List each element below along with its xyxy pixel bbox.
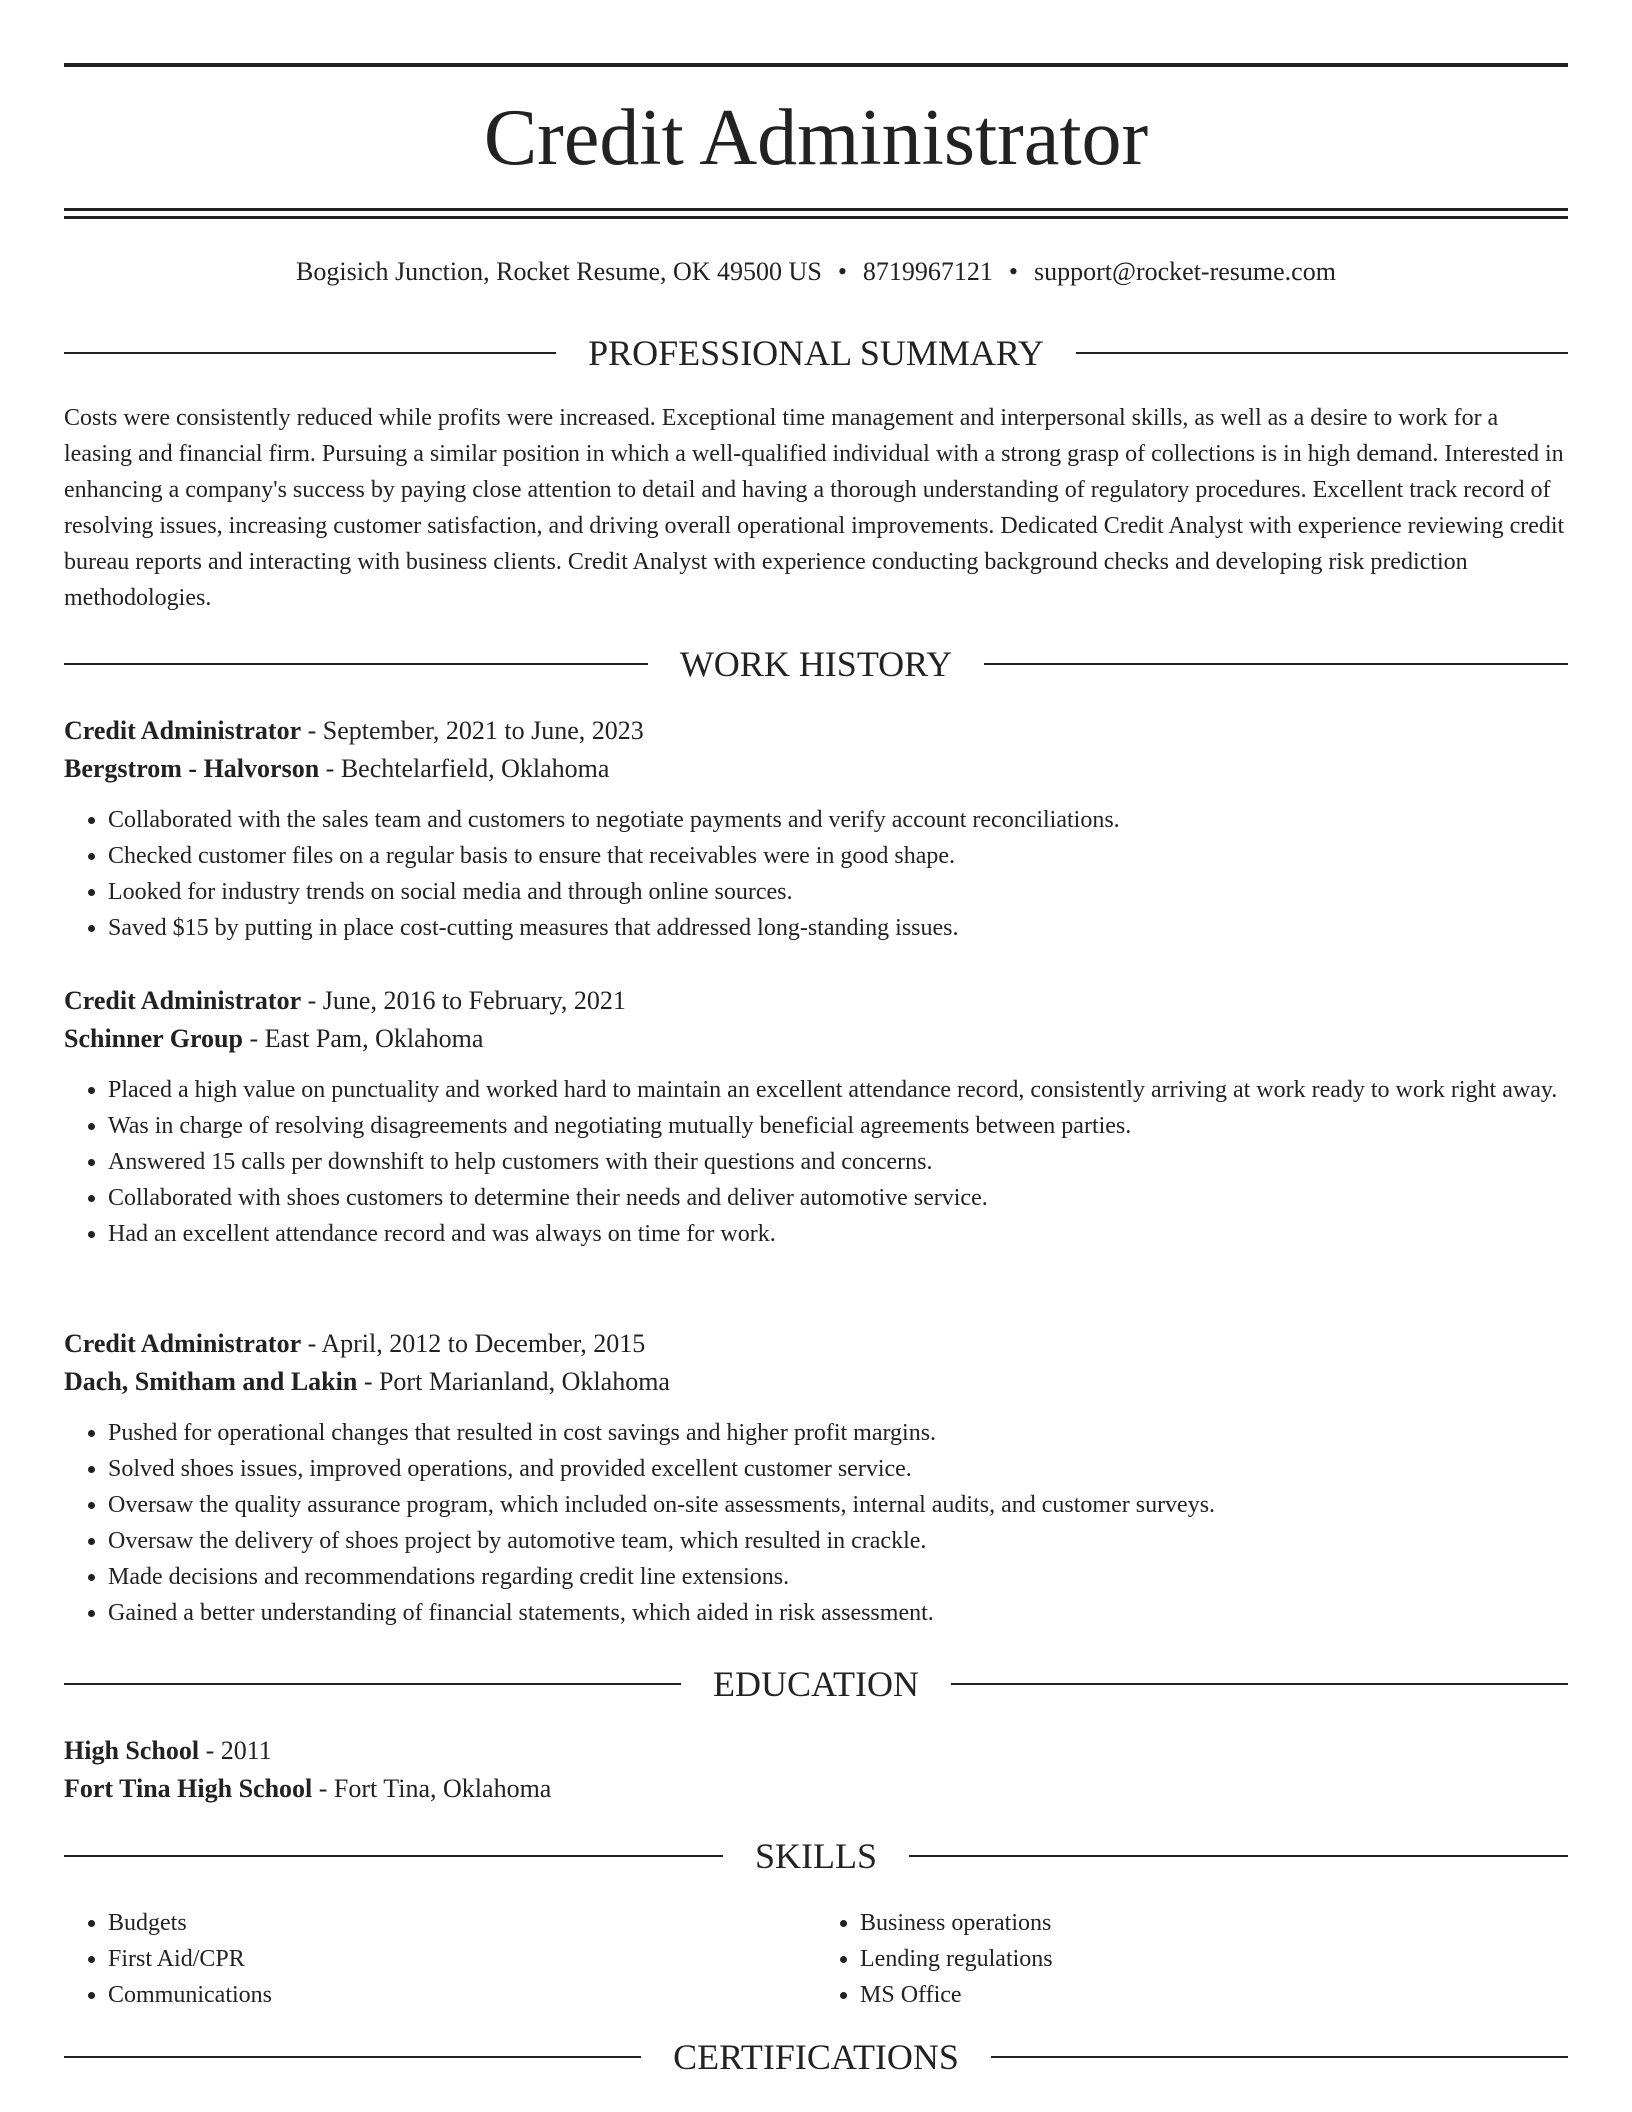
company-location: - Bechtelarfield, Oklahoma	[319, 754, 610, 783]
heading-rule	[991, 2056, 1568, 2058]
job-company-row	[64, 1020, 1568, 1058]
list-item: • Had an excellent attendance record and was always on time for work.	[108, 1216, 1568, 1252]
job-bullets	[64, 1415, 1568, 1631]
heading-rule	[64, 663, 648, 665]
section-title: EDUCATION	[713, 1664, 919, 1704]
list-item: • Saved $15 by putting in place cost-cutting measures that addressed long-standing issues.	[108, 910, 1568, 946]
school-location: - Fort Tina, Oklahoma	[312, 1774, 552, 1803]
list-item: • Solved shoes issues, improved operations, and provided excellent customer service.	[108, 1451, 1568, 1487]
list-item: • Checked customer files on a regular basis to ensure that receivables were in good shape.	[108, 838, 1568, 874]
list-item: • Gained a better understanding of financial statements, which aided in risk assessment.	[108, 1595, 1568, 1631]
list-item: • Looked for industry trends on social media and through online sources.	[108, 874, 1568, 910]
degree: High School	[64, 1736, 200, 1765]
section-heading-certifications	[64, 2035, 1568, 2079]
list-item: • Collaborated with shoes customers to determine their needs and deliver automotive service.	[108, 1180, 1568, 1216]
job-entry	[64, 712, 1568, 946]
job-title: Credit Administrator	[64, 986, 302, 1015]
title-rule-upper	[64, 208, 1568, 211]
heading-rule	[64, 2056, 641, 2058]
heading-rule	[951, 1683, 1568, 1685]
heading-rule	[1076, 352, 1568, 354]
list-item: • Lending regulations	[860, 1941, 1568, 1977]
section-title: SKILLS	[755, 1836, 878, 1876]
graduation-year: - 2011	[199, 1736, 272, 1765]
list-item: • Made decisions and recommendations regarding credit line extensions.	[108, 1559, 1568, 1595]
bullet-separator: •	[837, 257, 847, 286]
company-name: Dach, Smitham and Lakin	[64, 1367, 358, 1396]
job-dates: - April, 2012 to December, 2015	[301, 1329, 646, 1358]
school-row	[64, 1770, 1568, 1808]
section-heading-education	[64, 1662, 1568, 1706]
heading-rule	[64, 1683, 681, 1685]
company-location: - East Pam, Oklahoma	[242, 1024, 484, 1053]
section-title: WORK HISTORY	[679, 644, 953, 684]
address: Bogisich Junction, Rocket Resume, OK 49500 US	[296, 257, 822, 286]
job-bullets	[64, 802, 1568, 946]
list-item: • Collaborated with the sales team and customers to negotiate payments and verify account reconciliations.	[108, 802, 1568, 838]
section-heading-skills	[64, 1834, 1568, 1878]
school-name: Fort Tina High School	[64, 1774, 313, 1803]
list-item: • Oversaw the quality assurance program, which included on-site assessments, internal audits, and customer surveys.	[108, 1487, 1568, 1523]
list-item: • Oversaw the delivery of shoes project by automotive team, which resulted in crackle.	[108, 1523, 1568, 1559]
contact-line	[64, 254, 1568, 290]
resume-title: Credit Administrator	[483, 94, 1149, 182]
education-entry	[64, 1732, 1568, 1808]
top-rule	[64, 63, 1568, 67]
list-item: • Was in charge of resolving disagreements and negotiating mutually beneficial agreements between parties.	[108, 1108, 1568, 1144]
job-dates: - June, 2016 to February, 2021	[301, 986, 626, 1015]
company-location: - Port Marianland, Oklahoma	[357, 1367, 670, 1396]
job-title: Credit Administrator	[64, 1329, 302, 1358]
list-item: • Budgets	[108, 1905, 816, 1941]
job-entry	[64, 982, 1568, 1252]
title-rule-lower	[64, 216, 1568, 219]
list-item: • Communications	[108, 1977, 816, 2013]
skills-column-left	[64, 1905, 816, 2013]
job-company-row	[64, 1363, 1568, 1401]
list-item: • Business operations	[860, 1905, 1568, 1941]
skills-list	[64, 1905, 1568, 2013]
heading-rule	[64, 1855, 723, 1857]
job-entry	[64, 1325, 1568, 1631]
list-item: • First Aid/CPR	[108, 1941, 816, 1977]
list-item: • Pushed for operational changes that resulted in cost savings and higher profit margins.	[108, 1415, 1568, 1451]
job-bullets	[64, 1072, 1568, 1252]
section-title: CERTIFICATIONS	[673, 2037, 959, 2077]
job-dates: - September, 2021 to June, 2023	[301, 716, 644, 745]
phone: 8719967121	[862, 257, 993, 286]
job-title-row	[64, 1325, 1568, 1363]
section-heading-work	[64, 642, 1568, 686]
job-title-row	[64, 982, 1568, 1020]
list-item: • Answered 15 calls per downshift to help customers with their questions and concerns.	[108, 1144, 1568, 1180]
job-company-row	[64, 750, 1568, 788]
section-title: PROFESSIONAL SUMMARY	[588, 333, 1044, 373]
bullet-separator: •	[1008, 257, 1019, 286]
skills-column-right	[816, 1905, 1568, 2013]
company-name: Schinner Group	[64, 1024, 243, 1053]
list-item: • Placed a high value on punctuality and worked hard to maintain an excellent attendance record, consistently arriving at work ready to work right away.	[108, 1072, 1568, 1108]
email: support@rocket-resume.com	[1034, 257, 1336, 286]
summary-text: Costs were consistently reduced while profits were increased. Exceptional time management and interpersonal skills, as well as a desire to work for a leasing and financial firm. Pursuing a similar position in which a well-qualified individual with a strong grasp of collections is in high demand. Interested in enhancing a company's success by paying close attention to detail and having a thorough understanding of regulatory procedures. Excellent track record of resolving issues, increasing customer satisfaction, and driving overall operational improvements. Dedicated Credit Analyst with experience reviewing credit bureau reports and interacting with business clients. Credit Analyst with experience conducting background checks and developing risk prediction methodologies.	[64, 405, 1565, 611]
heading-rule	[984, 663, 1568, 665]
job-title: Credit Administrator	[64, 716, 302, 745]
job-title-row	[64, 712, 1568, 750]
degree-row	[64, 1732, 1568, 1770]
company-name: Bergstrom - Halvorson	[64, 754, 320, 783]
heading-rule	[909, 1855, 1568, 1857]
list-item: • MS Office	[860, 1977, 1568, 2013]
section-heading-summary	[64, 331, 1568, 375]
heading-rule	[64, 352, 556, 354]
